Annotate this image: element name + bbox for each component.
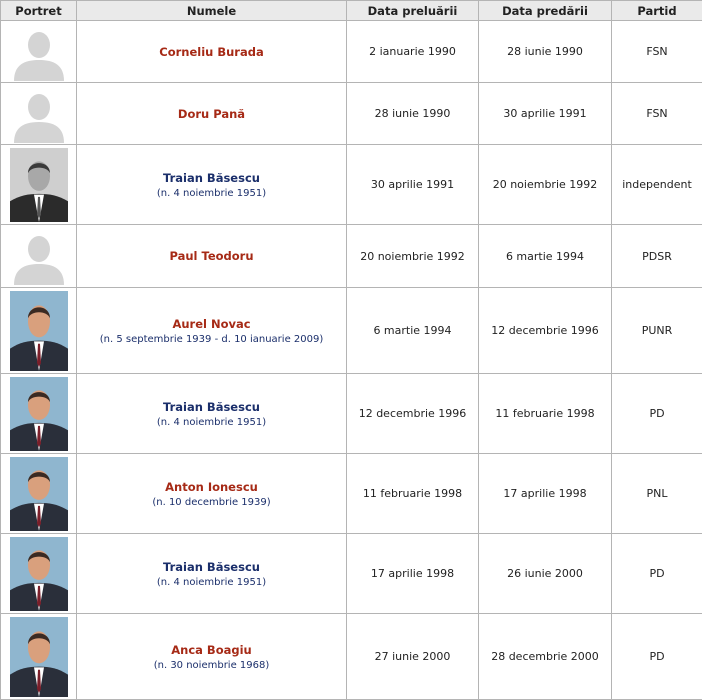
life-dates: (n. 4 noiembrie 1951)	[156, 576, 267, 588]
life-dates: (n. 4 noiembrie 1951)	[156, 187, 267, 199]
table-row	[1, 374, 702, 454]
minister-name[interactable]: Traian Băsescu	[163, 559, 260, 574]
minister-name[interactable]: Doru Pană	[177, 106, 246, 121]
portrait-cell	[1, 83, 77, 145]
portrait-photo[interactable]	[10, 291, 68, 371]
minister-name[interactable]: Paul Teodoru	[169, 249, 254, 263]
portrait-photo[interactable]	[10, 457, 68, 531]
header-party: Partid	[612, 1, 702, 21]
end-date-cell: 28 decembrie 2000	[479, 614, 612, 700]
portrait-cell	[1, 614, 77, 700]
start-date-cell: 17 aprilie 1998	[347, 534, 479, 614]
party-cell: independent	[612, 145, 702, 225]
table-row	[1, 614, 702, 700]
life-dates: (n. 10 decembrie 1939)	[152, 496, 271, 508]
start-date-cell: 27 iunie 2000	[347, 614, 479, 700]
header-portrait: Portret	[1, 1, 77, 21]
name-cell	[77, 21, 347, 83]
life-dates: (n. 5 septembrie 1939 - d. 10 ianuarie 2009)	[99, 333, 324, 345]
portrait-photo[interactable]	[10, 537, 68, 611]
minister-name[interactable]: Anton Ionescu	[165, 479, 258, 494]
name-cell	[77, 83, 347, 145]
portrait-photo[interactable]	[10, 148, 68, 222]
portrait-cell	[1, 225, 77, 288]
table-row	[1, 83, 702, 145]
portrait-cell	[1, 145, 77, 225]
name-cell	[77, 288, 347, 374]
table-row	[1, 21, 702, 83]
portrait-placeholder-icon	[10, 85, 68, 143]
name-cell	[77, 225, 347, 288]
party-cell: PUNR	[612, 288, 702, 374]
party-cell: FSN	[612, 21, 702, 83]
end-date-cell: 30 aprilie 1991	[479, 83, 612, 145]
life-dates: (n. 30 noiembrie 1968)	[153, 659, 270, 671]
end-date-cell: 11 februarie 1998	[479, 374, 612, 454]
table-row	[1, 454, 702, 534]
portrait-cell	[1, 534, 77, 614]
start-date-cell: 6 martie 1994	[347, 288, 479, 374]
end-date-cell: 28 iunie 1990	[479, 21, 612, 83]
start-date-cell: 20 noiembrie 1992	[347, 225, 479, 288]
end-date-cell: 12 decembrie 1996	[479, 288, 612, 374]
portrait-placeholder-icon	[10, 23, 68, 81]
header-start-date: Data preluării	[347, 1, 479, 21]
name-cell	[77, 614, 347, 700]
table-row	[1, 225, 702, 288]
portrait-cell	[1, 21, 77, 83]
portrait-photo[interactable]	[10, 617, 68, 697]
name-cell	[77, 145, 347, 225]
party-cell: PD	[612, 614, 702, 700]
header-end-date: Data predării	[479, 1, 612, 21]
portrait-cell	[1, 288, 77, 374]
end-date-cell: 17 aprilie 1998	[479, 454, 612, 534]
name-cell	[77, 374, 347, 454]
party-cell: PDSR	[612, 225, 702, 288]
start-date-cell: 30 aprilie 1991	[347, 145, 479, 225]
table-row	[1, 288, 702, 374]
minister-name[interactable]: Traian Băsescu	[163, 399, 260, 414]
portrait-cell	[1, 374, 77, 454]
name-cell	[77, 534, 347, 614]
portrait-placeholder-icon	[10, 227, 68, 285]
end-date-cell: 6 martie 1994	[479, 225, 612, 288]
start-date-cell: 11 februarie 1998	[347, 454, 479, 534]
life-dates: (n. 4 noiembrie 1951)	[156, 416, 267, 428]
end-date-cell: 26 iunie 2000	[479, 534, 612, 614]
party-cell: PD	[612, 534, 702, 614]
header-name: Numele	[77, 1, 347, 21]
party-cell: FSN	[612, 83, 702, 145]
minister-name[interactable]: Corneliu Burada	[159, 44, 264, 59]
table-row	[1, 145, 702, 225]
minister-name[interactable]: Anca Boagiu	[171, 642, 252, 657]
portrait-photo[interactable]	[10, 377, 68, 451]
start-date-cell: 12 decembrie 1996	[347, 374, 479, 454]
table-row	[1, 534, 702, 614]
start-date-cell: 2 ianuarie 1990	[347, 21, 479, 83]
minister-name[interactable]: Aurel Novac	[172, 316, 251, 331]
end-date-cell: 20 noiembrie 1992	[479, 145, 612, 225]
party-cell: PNL	[612, 454, 702, 534]
name-cell	[77, 454, 347, 534]
start-date-cell: 28 iunie 1990	[347, 83, 479, 145]
minister-name[interactable]: Traian Băsescu	[163, 170, 260, 185]
portrait-cell	[1, 454, 77, 534]
party-cell: PD	[612, 374, 702, 454]
table-header-row	[1, 1, 702, 21]
